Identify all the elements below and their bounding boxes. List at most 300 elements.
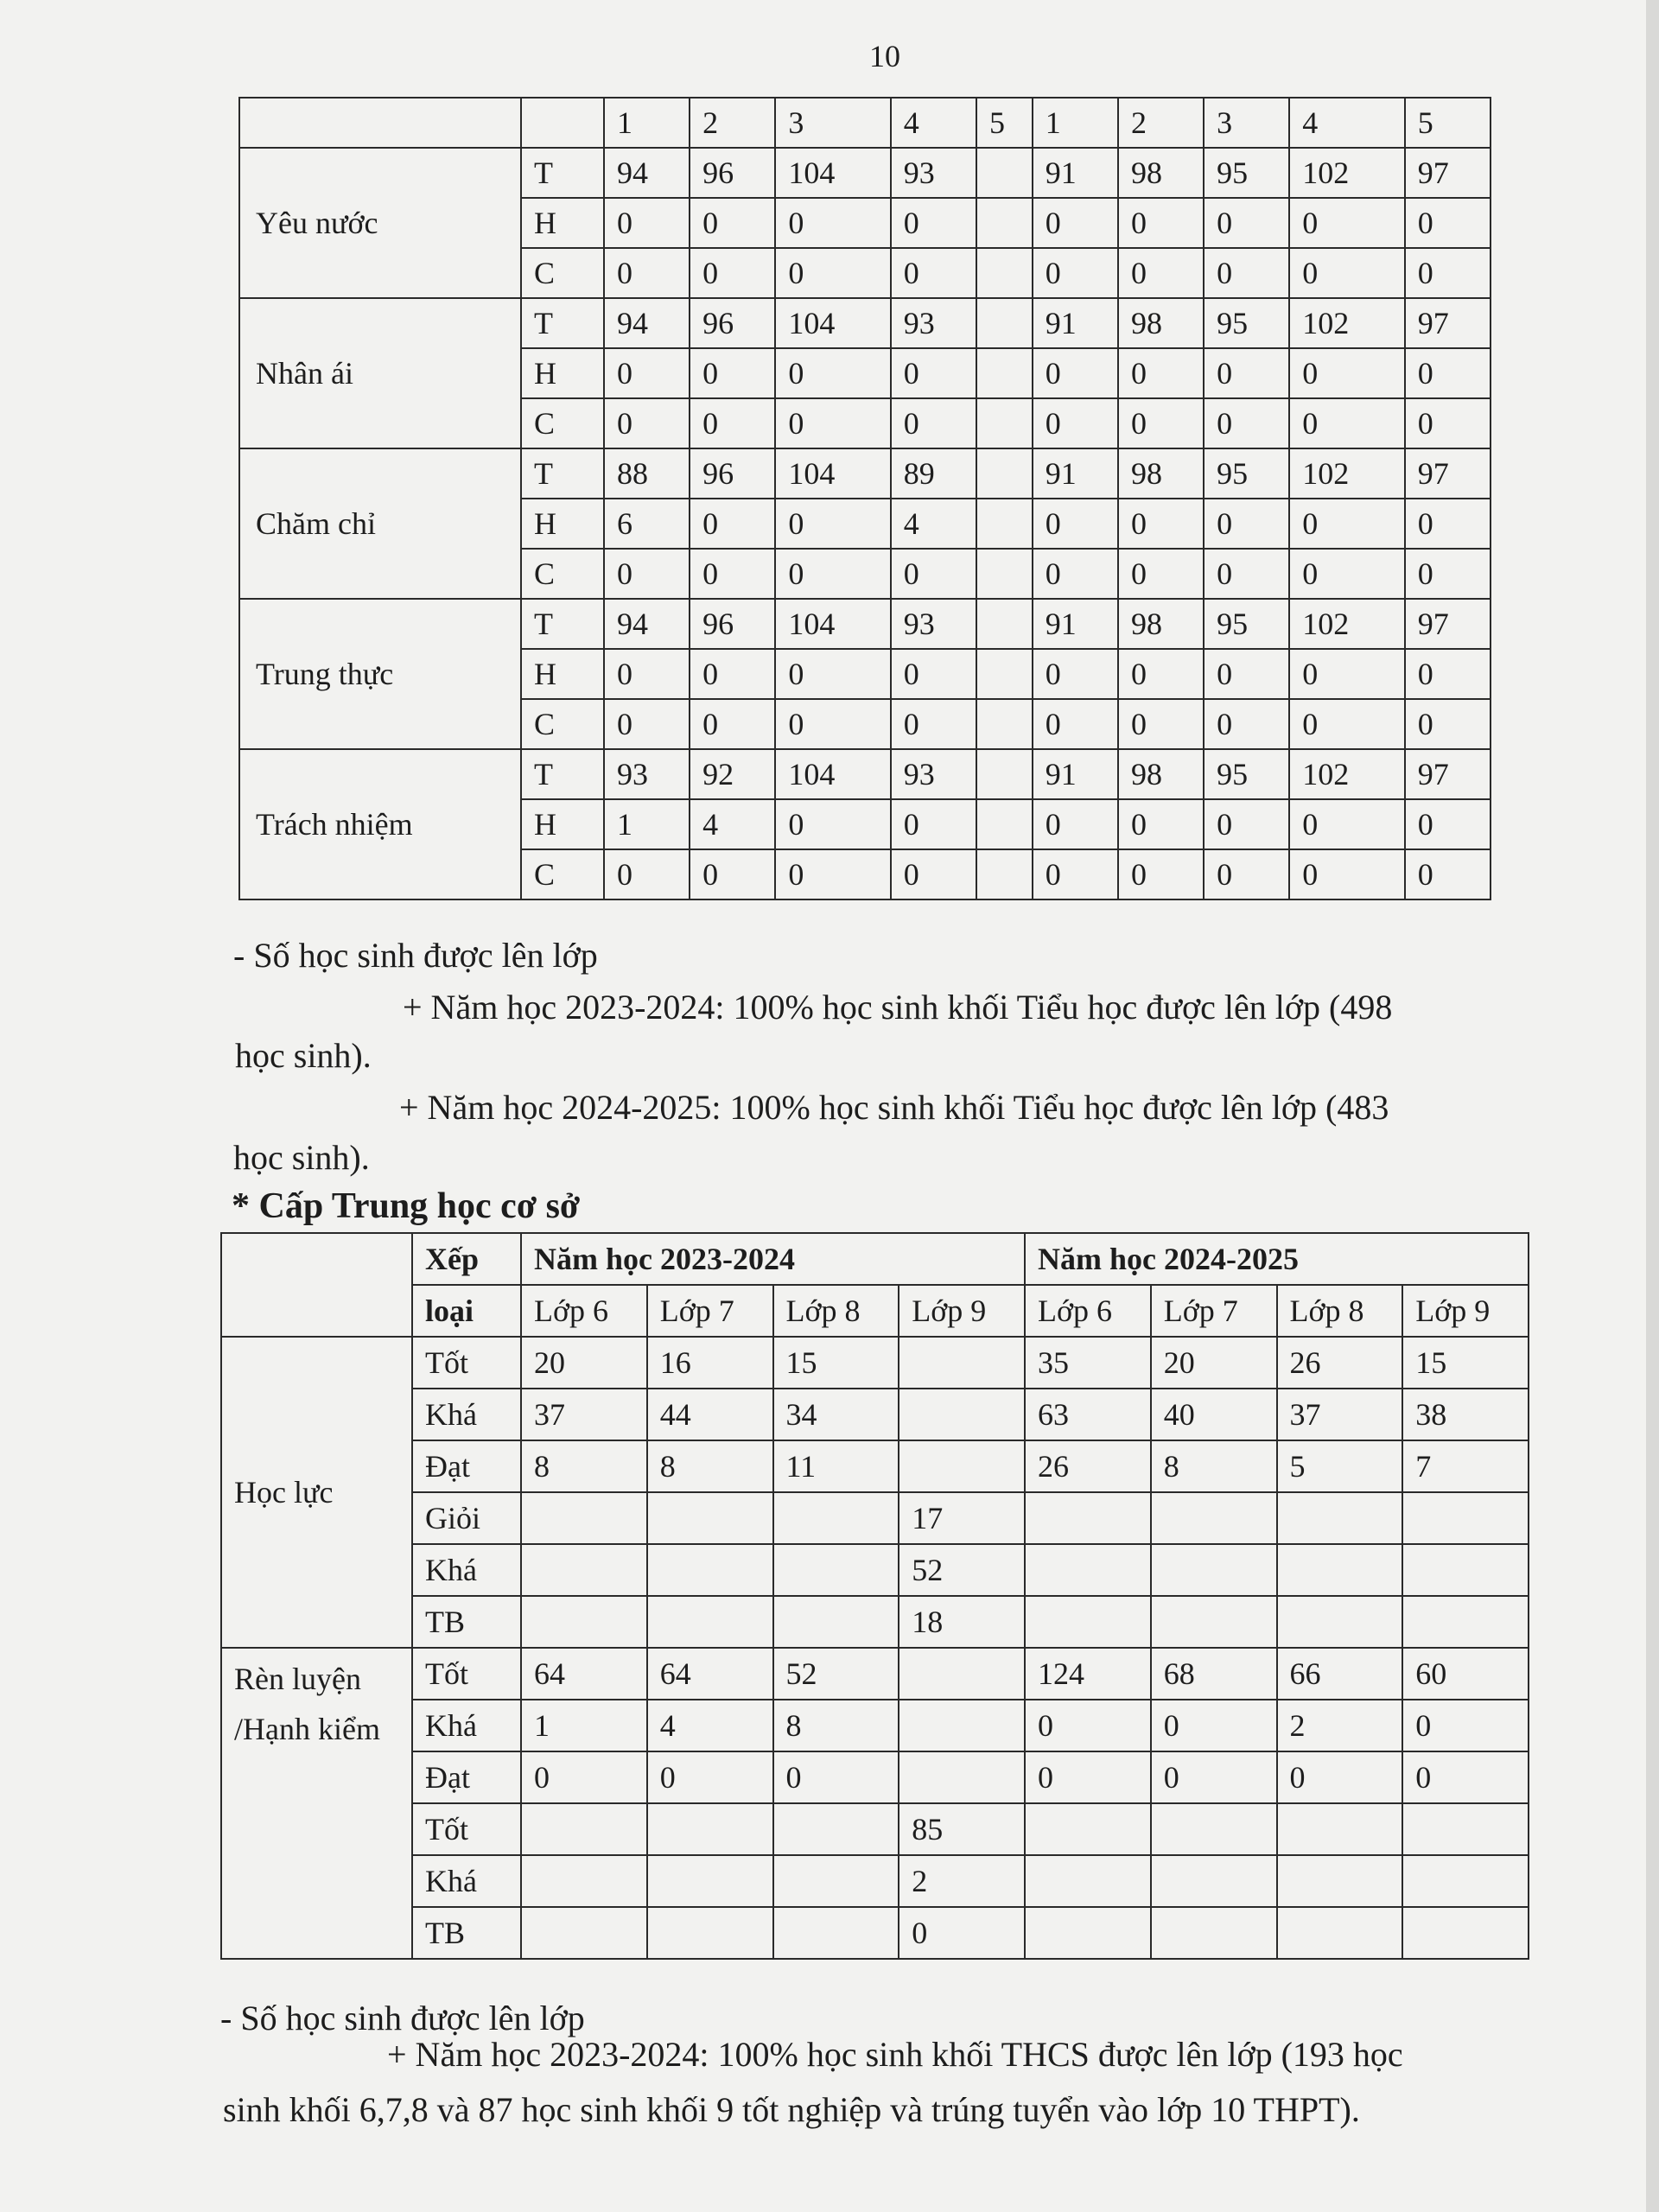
section-label-line-1: Rèn luyện — [234, 1662, 361, 1696]
table-cell — [899, 1700, 1025, 1751]
rating-code: C — [521, 549, 604, 599]
table-cell: 104 — [775, 448, 890, 499]
table-cell: 0 — [775, 649, 890, 699]
table-cell: 0 — [1289, 649, 1404, 699]
table-cell: 0 — [1289, 198, 1404, 248]
grade-header-cell: 1 — [1033, 98, 1118, 148]
table-cell: 0 — [1118, 549, 1204, 599]
table-cell: 0 — [899, 1907, 1025, 1959]
table-cell: 95 — [1204, 298, 1289, 348]
table-row — [221, 1648, 1529, 1700]
table-cell — [773, 1596, 899, 1648]
table-cell — [521, 1803, 647, 1855]
table-cell: 2 — [899, 1855, 1025, 1907]
table-cell: 96 — [690, 599, 775, 649]
table-cell — [1025, 1492, 1151, 1544]
table-cell — [521, 1907, 647, 1959]
rating-label: Đạt — [412, 1751, 521, 1803]
grade-header-cell: Lớp 9 — [1402, 1285, 1529, 1337]
table-cell: 0 — [775, 499, 890, 549]
table-cell: 52 — [899, 1544, 1025, 1596]
grade-header-cell: 3 — [775, 98, 890, 148]
table-cell: 0 — [647, 1751, 773, 1803]
table-cell: 0 — [690, 549, 775, 599]
table-cell: 0 — [891, 348, 976, 398]
rating-label: Tốt — [412, 1337, 521, 1389]
table-row — [221, 1337, 1529, 1389]
table-row — [239, 448, 1491, 499]
table-cell — [1277, 1544, 1403, 1596]
table-cell: 0 — [1025, 1700, 1151, 1751]
table-cell: 0 — [1033, 248, 1118, 298]
table-cell — [647, 1596, 773, 1648]
table-cell: 0 — [1204, 198, 1289, 248]
table-cell: 0 — [1204, 699, 1289, 749]
table-cell — [1277, 1492, 1403, 1544]
table-cell: 98 — [1118, 749, 1204, 799]
table-cell: 0 — [1405, 348, 1491, 398]
table-cell — [1151, 1596, 1277, 1648]
table-cell: 0 — [775, 348, 890, 398]
table-cell: 102 — [1289, 749, 1404, 799]
table-cell: 0 — [604, 348, 690, 398]
table-row — [221, 1855, 1529, 1907]
table-cell — [1277, 1855, 1403, 1907]
grade-header-cell: Lớp 8 — [773, 1285, 899, 1337]
table-cell — [976, 549, 1033, 599]
table-cell — [647, 1855, 773, 1907]
table-cell — [1151, 1492, 1277, 1544]
table-cell: 40 — [1151, 1389, 1277, 1440]
section-label-line-2: /Hạnh kiểm — [234, 1712, 380, 1746]
table-cell: 37 — [1277, 1389, 1403, 1440]
table-cell — [521, 1492, 647, 1544]
table-cell: 0 — [1118, 198, 1204, 248]
primary-promotion-heading: - Số học sinh được lên lớp — [233, 936, 598, 975]
table-cell: 0 — [1204, 499, 1289, 549]
table-cell: 15 — [773, 1337, 899, 1389]
table-cell: 18 — [899, 1596, 1025, 1648]
table-cell: 93 — [891, 298, 976, 348]
table-cell — [976, 649, 1033, 699]
table-cell: 0 — [1033, 499, 1118, 549]
table-cell: 95 — [1204, 448, 1289, 499]
table-cell: 0 — [1405, 849, 1491, 899]
table-cell — [976, 348, 1033, 398]
table-cell — [976, 699, 1033, 749]
table-cell: 15 — [1402, 1337, 1529, 1389]
table-cell: 0 — [1405, 198, 1491, 248]
table-cell: 95 — [1204, 148, 1289, 198]
table-cell: 0 — [1405, 248, 1491, 298]
table-cell: 91 — [1033, 749, 1118, 799]
table-cell: 102 — [1289, 298, 1404, 348]
table-cell: 20 — [1151, 1337, 1277, 1389]
table-cell: 8 — [521, 1440, 647, 1492]
table-cell: 97 — [1405, 599, 1491, 649]
table-cell: 0 — [1289, 248, 1404, 298]
table-cell — [521, 1544, 647, 1596]
table-cell: 0 — [1025, 1751, 1151, 1803]
table-cell: 0 — [773, 1751, 899, 1803]
table-cell — [899, 1440, 1025, 1492]
table-cell: 0 — [1289, 849, 1404, 899]
table-cell: 94 — [604, 599, 690, 649]
grade-header-cell: Lớp 9 — [899, 1285, 1025, 1337]
table-cell — [1402, 1492, 1529, 1544]
table-row — [221, 1596, 1529, 1648]
table-cell: 0 — [1405, 649, 1491, 699]
grade-header-cell: 1 — [604, 98, 690, 148]
table-cell: 0 — [1289, 499, 1404, 549]
table-cell: 0 — [1033, 699, 1118, 749]
table-cell — [1025, 1544, 1151, 1596]
table-cell: 0 — [1151, 1751, 1277, 1803]
table-cell: 44 — [647, 1389, 773, 1440]
table-cell: 0 — [1405, 699, 1491, 749]
table-cell: 0 — [604, 398, 690, 448]
table-cell: 0 — [1277, 1751, 1403, 1803]
grade-header-cell: 3 — [1204, 98, 1289, 148]
table-cell: 0 — [690, 398, 775, 448]
table-row — [221, 1389, 1529, 1440]
table-cell: 37 — [521, 1389, 647, 1440]
rating-label: Giỏi — [412, 1492, 521, 1544]
table-cell: 0 — [1405, 499, 1491, 549]
table-cell: 0 — [1118, 649, 1204, 699]
table-cell — [976, 849, 1033, 899]
table-cell — [521, 1855, 647, 1907]
table-cell: 98 — [1118, 599, 1204, 649]
table-cell — [647, 1544, 773, 1596]
table-cell — [773, 1492, 899, 1544]
grade-header-cell: 2 — [1118, 98, 1204, 148]
table-cell: 0 — [1289, 799, 1404, 849]
table-cell — [1025, 1907, 1151, 1959]
table-cell: 0 — [1289, 398, 1404, 448]
table-cell — [1277, 1803, 1403, 1855]
table-cell: 8 — [773, 1700, 899, 1751]
table-cell — [1151, 1907, 1277, 1959]
table-cell: 96 — [690, 298, 775, 348]
table-cell — [899, 1337, 1025, 1389]
table-cell — [1402, 1596, 1529, 1648]
table-cell: 0 — [1204, 398, 1289, 448]
table-cell: 8 — [1151, 1440, 1277, 1492]
rating-code: T — [521, 148, 604, 198]
corner-cell — [221, 1233, 412, 1337]
table-cell: 104 — [775, 148, 890, 198]
rating-label: Khá — [412, 1389, 521, 1440]
table-cell: 102 — [1289, 599, 1404, 649]
table-cell — [976, 298, 1033, 348]
table-cell: 0 — [1033, 649, 1118, 699]
table-cell: 0 — [604, 198, 690, 248]
table-cell: 66 — [1277, 1648, 1403, 1700]
table-cell: 4 — [690, 799, 775, 849]
table-cell: 94 — [604, 148, 690, 198]
table-cell: 0 — [1204, 799, 1289, 849]
table-cell: 104 — [775, 298, 890, 348]
table-cell: 0 — [1118, 248, 1204, 298]
table-cell: 35 — [1025, 1337, 1151, 1389]
table-cell: 93 — [891, 599, 976, 649]
table-cell: 93 — [891, 148, 976, 198]
table-cell: 0 — [1118, 398, 1204, 448]
table-cell — [521, 1596, 647, 1648]
table-cell: 0 — [891, 849, 976, 899]
rating-code: T — [521, 749, 604, 799]
table-cell: 0 — [891, 198, 976, 248]
table-row — [221, 1440, 1529, 1492]
table-cell: 0 — [775, 398, 890, 448]
table-row — [221, 1700, 1529, 1751]
table-cell: 91 — [1033, 298, 1118, 348]
rating-code: T — [521, 448, 604, 499]
year-2023-2024-header: Năm học 2023-2024 — [521, 1233, 1025, 1285]
table-cell: 0 — [1289, 348, 1404, 398]
table-cell: 0 — [604, 649, 690, 699]
table-cell: 85 — [899, 1803, 1025, 1855]
table-row — [221, 1751, 1529, 1803]
table-cell: 91 — [1033, 148, 1118, 198]
table-cell: 0 — [1405, 398, 1491, 448]
table-header-row — [239, 98, 1491, 148]
grade-header-cell: 4 — [1289, 98, 1404, 148]
table-cell: 124 — [1025, 1648, 1151, 1700]
table-cell: 97 — [1405, 448, 1491, 499]
table-cell — [773, 1803, 899, 1855]
table-cell: 0 — [775, 849, 890, 899]
table-cell — [647, 1907, 773, 1959]
table-cell: 0 — [1033, 849, 1118, 899]
table-cell: 0 — [1405, 799, 1491, 849]
table-cell: 0 — [891, 699, 976, 749]
table-cell — [1025, 1855, 1151, 1907]
table-cell: 0 — [604, 549, 690, 599]
primary-promotion-line-2: + Năm học 2024-2025: 100% học sinh khối Tiểu học được lên lớp (483 — [399, 1088, 1389, 1127]
quality-label: Trách nhiệm — [239, 749, 521, 899]
table-cell: 0 — [1033, 549, 1118, 599]
table-cell — [1277, 1596, 1403, 1648]
table-cell: 98 — [1118, 448, 1204, 499]
rating-code: T — [521, 599, 604, 649]
primary-promotion-line-2-cont: học sinh). — [233, 1138, 370, 1177]
table-row — [221, 1492, 1529, 1544]
secondary-promotion-line-1: + Năm học 2023-2024: 100% học sinh khối THCS được lên lớp (193 học — [387, 2035, 1403, 2074]
grade-header-cell: 4 — [891, 98, 976, 148]
table-cell: 0 — [775, 799, 890, 849]
table-cell: 97 — [1405, 298, 1491, 348]
table-cell: 68 — [1151, 1648, 1277, 1700]
table-cell — [647, 1492, 773, 1544]
table-cell: 91 — [1033, 448, 1118, 499]
table-cell — [976, 148, 1033, 198]
primary-promotion-line-1: + Năm học 2023-2024: 100% học sinh khối Tiểu học được lên lớp (498 — [403, 988, 1393, 1027]
table-cell — [1402, 1855, 1529, 1907]
grade-header-cell: Lớp 6 — [521, 1285, 647, 1337]
table-cell: 8 — [647, 1440, 773, 1492]
table-cell: 0 — [1118, 849, 1204, 899]
table-cell: 95 — [1204, 749, 1289, 799]
table-cell: 26 — [1277, 1337, 1403, 1389]
table-cell — [1025, 1596, 1151, 1648]
table-cell: 17 — [899, 1492, 1025, 1544]
rating-label: Khá — [412, 1544, 521, 1596]
quality-label: Nhân ái — [239, 298, 521, 448]
table-header-row — [221, 1285, 1529, 1337]
table-cell — [976, 248, 1033, 298]
table-cell: 91 — [1033, 599, 1118, 649]
table-cell: 0 — [690, 348, 775, 398]
table-cell: 94 — [604, 298, 690, 348]
table-cell: 64 — [647, 1648, 773, 1700]
table-cell — [647, 1803, 773, 1855]
table-cell: 64 — [521, 1648, 647, 1700]
table-cell: 0 — [775, 699, 890, 749]
table-cell: 104 — [775, 599, 890, 649]
secondary-promotion-heading: - Số học sinh được lên lớp — [220, 1999, 585, 2037]
section-label: Học lực — [221, 1337, 412, 1648]
table-cell: 0 — [775, 248, 890, 298]
table-cell — [899, 1751, 1025, 1803]
table-cell — [773, 1907, 899, 1959]
table-row — [239, 749, 1491, 799]
table-cell: 98 — [1118, 298, 1204, 348]
table-cell — [1151, 1855, 1277, 1907]
table-cell: 11 — [773, 1440, 899, 1492]
table-cell: 1 — [521, 1700, 647, 1751]
table-cell: 102 — [1289, 448, 1404, 499]
table-cell: 34 — [773, 1389, 899, 1440]
table-cell: 0 — [1033, 799, 1118, 849]
table-cell: 0 — [1204, 248, 1289, 298]
section-label — [221, 1648, 412, 1959]
table-cell — [1402, 1544, 1529, 1596]
corner-cell — [239, 98, 521, 148]
rating-label: TB — [412, 1596, 521, 1648]
secondary-promotion-line-1-cont: sinh khối 6,7,8 và 87 học sinh khối 9 tốt nghiệp và trúng tuyển vào lớp 10 THPT). — [223, 2090, 1360, 2129]
table-cell: 0 — [1289, 549, 1404, 599]
table-row — [221, 1544, 1529, 1596]
table-cell: 0 — [1033, 398, 1118, 448]
year-2024-2025-header: Năm học 2024-2025 — [1025, 1233, 1529, 1285]
table-cell: 0 — [1204, 549, 1289, 599]
table-cell: 20 — [521, 1337, 647, 1389]
table-cell: 0 — [1402, 1700, 1529, 1751]
table-cell: 4 — [891, 499, 976, 549]
table-cell: 0 — [1151, 1700, 1277, 1751]
primary-evaluation-table — [238, 97, 1491, 900]
table-cell: 0 — [1405, 549, 1491, 599]
grade-header-cell: Lớp 7 — [1151, 1285, 1277, 1337]
table-cell: 0 — [690, 649, 775, 699]
table-cell: 0 — [690, 248, 775, 298]
page-number: 10 — [869, 39, 900, 73]
table-cell: 0 — [604, 248, 690, 298]
table-cell: 96 — [690, 148, 775, 198]
table-cell — [1025, 1803, 1151, 1855]
grade-header-cell: Lớp 6 — [1025, 1285, 1151, 1337]
table-cell — [976, 499, 1033, 549]
table-cell: 2 — [1277, 1700, 1403, 1751]
grade-header-cell: 2 — [690, 98, 775, 148]
rating-code: H — [521, 799, 604, 849]
table-cell: 0 — [604, 699, 690, 749]
table-cell — [1151, 1544, 1277, 1596]
table-cell: 60 — [1402, 1648, 1529, 1700]
table-cell — [976, 599, 1033, 649]
table-row — [221, 1803, 1529, 1855]
table-cell — [976, 198, 1033, 248]
table-cell: 93 — [891, 749, 976, 799]
table-cell — [899, 1389, 1025, 1440]
table-cell: 0 — [604, 849, 690, 899]
rating-label: Tốt — [412, 1803, 521, 1855]
table-cell — [976, 799, 1033, 849]
table-cell: 0 — [891, 799, 976, 849]
rating-label: Đạt — [412, 1440, 521, 1492]
xep-loai-header-2: loại — [412, 1285, 521, 1337]
table-cell: 92 — [690, 749, 775, 799]
rating-code: T — [521, 298, 604, 348]
grade-header-cell: Lớp 7 — [647, 1285, 773, 1337]
table-cell — [1277, 1907, 1403, 1959]
table-cell: 63 — [1025, 1389, 1151, 1440]
table-cell: 93 — [604, 749, 690, 799]
rating-code: C — [521, 849, 604, 899]
table-cell — [976, 749, 1033, 799]
table-cell: 5 — [1277, 1440, 1403, 1492]
table-cell: 89 — [891, 448, 976, 499]
table-cell: 26 — [1025, 1440, 1151, 1492]
table-row — [221, 1907, 1529, 1959]
table-cell: 97 — [1405, 749, 1491, 799]
xep-loai-header-1: Xếp — [412, 1233, 521, 1285]
grade-header-cell: 5 — [1405, 98, 1491, 148]
rating-code: H — [521, 198, 604, 248]
table-cell: 52 — [773, 1648, 899, 1700]
table-cell: 0 — [775, 549, 890, 599]
table-cell: 102 — [1289, 148, 1404, 198]
table-cell: 0 — [690, 198, 775, 248]
rating-label: Khá — [412, 1855, 521, 1907]
grade-header-cell: Lớp 8 — [1277, 1285, 1403, 1337]
table-cell: 0 — [891, 248, 976, 298]
table-cell — [899, 1648, 1025, 1700]
grade-header-cell: 5 — [976, 98, 1033, 148]
rating-code: H — [521, 499, 604, 549]
table-row — [239, 148, 1491, 198]
table-cell: 0 — [1402, 1751, 1529, 1803]
table-cell: 0 — [1118, 499, 1204, 549]
table-cell — [1151, 1803, 1277, 1855]
rating-label: Khá — [412, 1700, 521, 1751]
rating-code: C — [521, 398, 604, 448]
table-cell: 0 — [775, 198, 890, 248]
table-cell: 104 — [775, 749, 890, 799]
table-cell — [773, 1855, 899, 1907]
table-cell: 97 — [1405, 148, 1491, 198]
table-row — [239, 298, 1491, 348]
table-cell: 0 — [1118, 348, 1204, 398]
rating-code: C — [521, 248, 604, 298]
quality-label: Yêu nước — [239, 148, 521, 298]
table-cell: 7 — [1402, 1440, 1529, 1492]
table-cell: 0 — [521, 1751, 647, 1803]
table-cell: 0 — [1033, 198, 1118, 248]
table-cell: 6 — [604, 499, 690, 549]
